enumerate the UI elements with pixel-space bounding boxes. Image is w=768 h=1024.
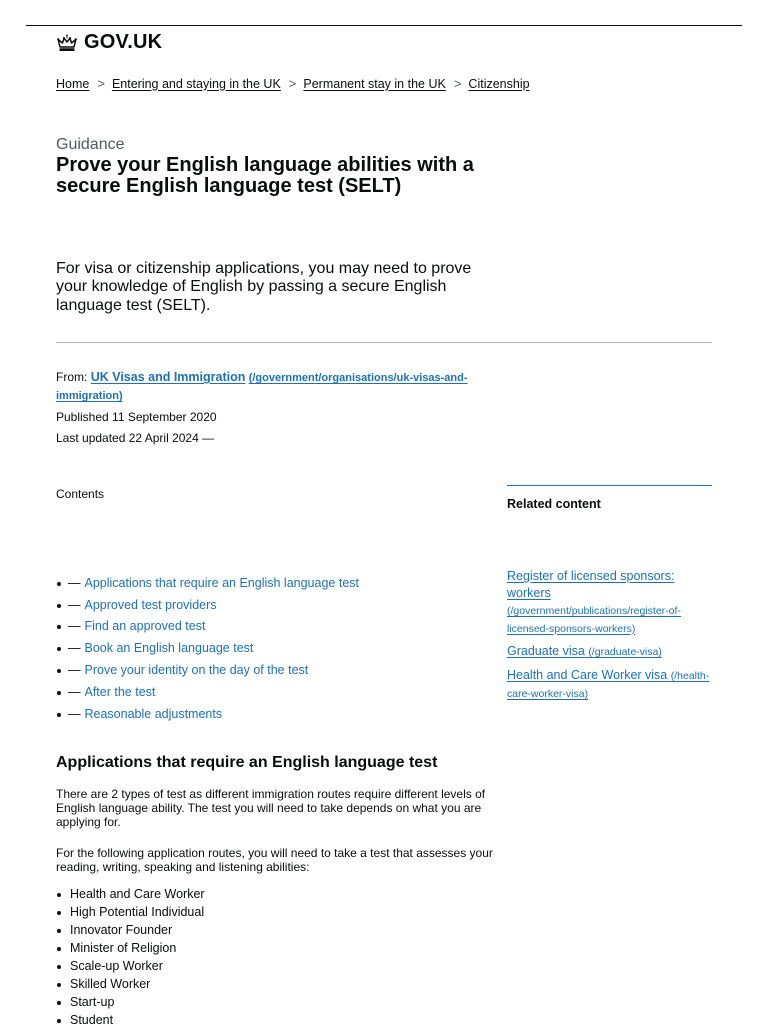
related-content-heading: Related content xyxy=(507,497,601,511)
dash: — xyxy=(68,597,81,612)
contents-item xyxy=(56,681,359,703)
bullet-icon xyxy=(57,1019,61,1023)
section-paragraph: There are 2 types of test as different immigration routes require different levels of English language ability. The test you will need to take depends on what you are applying for. xyxy=(56,787,486,830)
list-item xyxy=(56,939,205,957)
dash: — xyxy=(68,641,81,656)
dash: — xyxy=(68,575,81,590)
bullet-icon xyxy=(57,604,61,608)
breadcrumb-entering-staying[interactable]: Entering and staying in the UK xyxy=(111,76,281,91)
list-item xyxy=(56,885,205,903)
related-link-path: (/government/publications/register-of-licensed-sponsors-workers) xyxy=(507,604,681,635)
contents-heading: Contents xyxy=(56,487,105,501)
related-item xyxy=(507,643,712,661)
contents-link[interactable]: Book an English language test xyxy=(84,641,254,656)
contents-link[interactable]: Prove your identity on the day of the test xyxy=(84,663,309,678)
logo-text: GOV.UK xyxy=(84,31,163,53)
bullet-icon xyxy=(57,582,61,586)
organisation-link[interactable]: UK Visas and Immigration xyxy=(90,370,246,384)
last-updated-date: Last updated 22 April 2024 — xyxy=(56,430,215,445)
breadcrumb xyxy=(56,76,530,91)
list-item xyxy=(56,903,205,921)
from-label: From: xyxy=(56,370,88,384)
organisation-path[interactable]: (/government/organisations/uk-visas-and-immigration) xyxy=(56,372,468,402)
metadata xyxy=(56,368,496,447)
crown-icon xyxy=(56,33,78,53)
list-item xyxy=(56,1011,205,1024)
dash: — xyxy=(68,619,81,634)
routes-list xyxy=(56,885,205,1024)
related-link-path: (/graduate-visa) xyxy=(588,646,662,659)
related-link-label: Health and Care Worker visa xyxy=(507,668,668,683)
header-rule xyxy=(26,25,742,26)
contents-item xyxy=(56,637,359,659)
page-caption: Guidance xyxy=(56,136,125,153)
page-title: Prove your English language abilities with a secure English language test (SELT) xyxy=(56,154,474,198)
related-link-path: (/health-care-worker-visa) xyxy=(507,670,710,700)
related-link-register-sponsors[interactable] xyxy=(507,569,681,635)
contents-link[interactable]: Applications that require an English language test xyxy=(84,575,359,590)
breadcrumb-home[interactable]: Home xyxy=(56,76,90,91)
route-label: Start-up xyxy=(70,995,115,1009)
contents-item xyxy=(56,703,359,725)
page-lede: For visa or citizenship applications, you may need to prove your knowledge of English by passing a secure English language test (SELT). xyxy=(56,260,472,314)
route-label: Innovator Founder xyxy=(70,923,173,937)
chevron-right-icon: > xyxy=(453,76,462,91)
list-item xyxy=(56,921,205,939)
related-list xyxy=(507,568,712,703)
contents-list xyxy=(56,572,359,725)
chevron-right-icon: > xyxy=(97,76,105,91)
route-label: Minister of Religion xyxy=(70,941,177,955)
bullet-icon xyxy=(57,983,61,987)
related-item xyxy=(507,568,712,637)
bullet-icon xyxy=(57,947,61,951)
section-heading: Applications that require an English language test xyxy=(56,754,438,771)
contents-link[interactable]: Find an approved test xyxy=(84,619,206,634)
bullet-icon xyxy=(57,929,61,933)
route-label: Student xyxy=(70,1013,114,1024)
bullet-icon xyxy=(57,647,61,651)
dash: — xyxy=(68,684,81,699)
related-link-label: Graduate visa xyxy=(507,644,585,659)
meta-from xyxy=(56,368,496,405)
contents-link[interactable]: Approved test providers xyxy=(84,597,217,612)
dash: — xyxy=(68,663,81,678)
related-content xyxy=(507,485,712,709)
govuk-logo-link[interactable] xyxy=(56,31,162,54)
related-item xyxy=(507,667,712,703)
breadcrumb-permanent-stay[interactable]: Permanent stay in the UK xyxy=(303,76,446,91)
list-item xyxy=(56,975,205,993)
route-label: High Potential Individual xyxy=(70,905,205,919)
contents-item xyxy=(56,659,359,681)
contents-item xyxy=(56,594,359,616)
bullet-icon xyxy=(57,1001,61,1005)
bullet-icon xyxy=(57,691,61,695)
bullet-icon xyxy=(57,965,61,969)
breadcrumb-citizenship[interactable]: Citizenship xyxy=(468,76,530,91)
chevron-right-icon: > xyxy=(288,76,297,91)
related-link-health-care-visa[interactable] xyxy=(507,668,709,700)
contents-item xyxy=(56,616,359,638)
contents-item xyxy=(56,572,359,594)
divider xyxy=(56,342,712,343)
bullet-icon xyxy=(57,893,61,897)
bullet-icon xyxy=(57,669,61,673)
dash: — xyxy=(68,706,81,721)
bullet-icon xyxy=(57,713,61,717)
related-link-graduate-visa[interactable] xyxy=(507,644,662,658)
related-link-label: Register of licensed sponsors: workers xyxy=(507,569,675,600)
contents-link[interactable]: Reasonable adjustments xyxy=(84,706,223,721)
route-label: Skilled Worker xyxy=(70,977,151,991)
route-label: Scale-up Worker xyxy=(70,959,163,973)
list-item xyxy=(56,957,205,975)
bullet-icon xyxy=(57,911,61,915)
section-paragraph: For the following application routes, you will need to take a test that assesses your reading, writing, speaking and listening abilities: xyxy=(56,846,493,875)
published-date: Published 11 September 2020 xyxy=(56,409,217,424)
route-label: Health and Care Worker xyxy=(70,887,205,901)
list-item xyxy=(56,993,205,1011)
bullet-icon xyxy=(57,625,61,629)
contents-link[interactable]: After the test xyxy=(84,684,156,699)
